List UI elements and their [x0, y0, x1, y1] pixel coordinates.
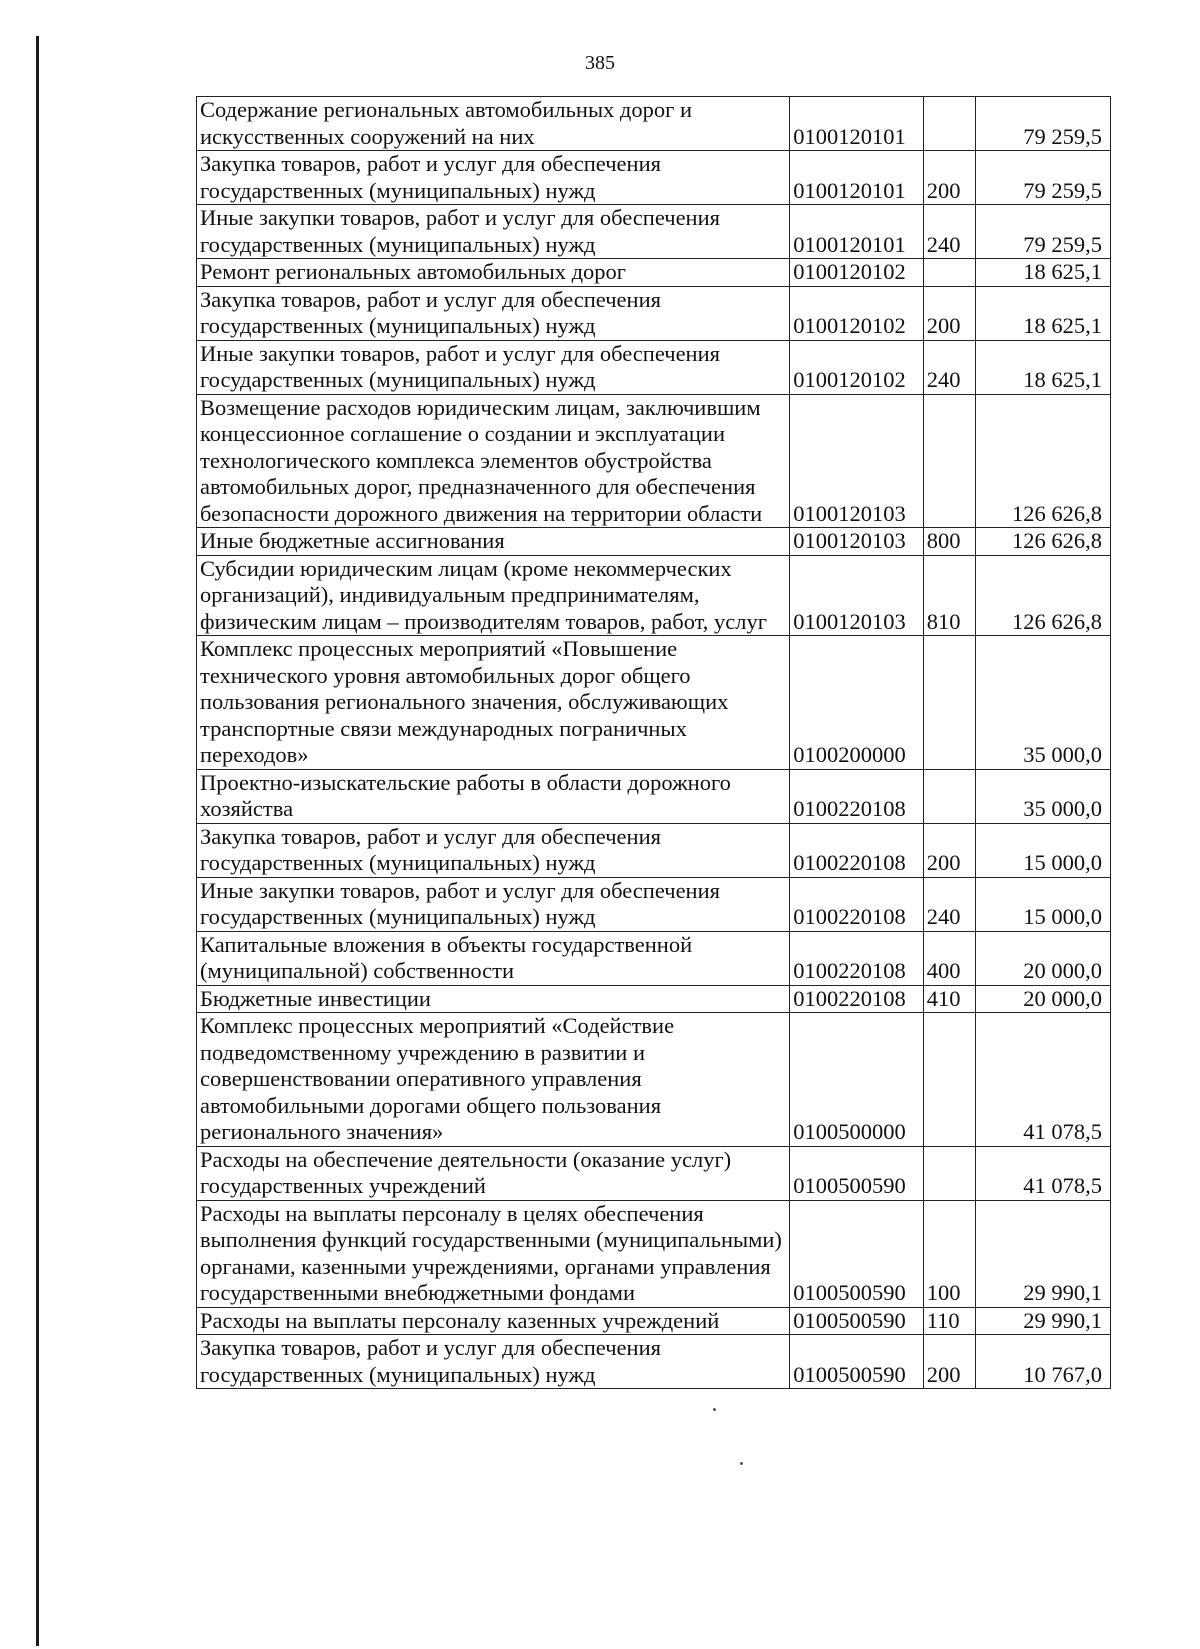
table-row: [197, 769, 1111, 823]
row-amount-cell: 79 259,5: [976, 151, 1111, 205]
binding-edge-line: [36, 36, 39, 1646]
row-name-cell: Иные бюджетные ассигнования: [197, 528, 790, 556]
row-code-cell: 0100500590: [790, 1146, 924, 1200]
row-amount-cell: 15 000,0: [976, 877, 1111, 931]
row-name-cell: Расходы на выплаты персоналу казенных учреждений: [197, 1307, 790, 1335]
row-amount-cell: 35 000,0: [976, 636, 1111, 770]
row-type-cell: [923, 636, 976, 770]
row-type-cell: 240: [923, 877, 976, 931]
row-name-cell: Иные закупки товаров, работ и услуг для обеспечения государственных (муниципальных) нужд: [197, 205, 790, 259]
row-type-cell: 410: [923, 985, 976, 1013]
row-amount-cell: 41 078,5: [976, 1146, 1111, 1200]
row-amount-cell: 79 259,5: [976, 97, 1111, 151]
row-code-cell: 0100500590: [790, 1200, 924, 1307]
row-amount-cell: 20 000,0: [976, 931, 1111, 985]
table-row: [197, 528, 1111, 556]
row-type-cell: [923, 1013, 976, 1147]
row-name-cell: Субсидии юридическим лицам (кроме некоммерческих организаций), индивидуальным предпринимателям, физическим лицам – производителям товаров, работ, услуг: [197, 555, 790, 636]
row-name-cell: Капитальные вложения в объекты государственной (муниципальной) собственности: [197, 931, 790, 985]
table-row: [197, 259, 1111, 287]
row-type-cell: 200: [923, 1335, 976, 1389]
row-code-cell: 0100220108: [790, 823, 924, 877]
row-name-cell: Возмещение расходов юридическим лицам, заключившим концессионное соглашение о создании и эксплуатации технологического комплекса элементов обустройства автомобильных дорог, предназначенного для обеспечения безопасности дорожного движения на территории области: [197, 394, 790, 528]
table-row: [197, 1200, 1111, 1307]
table-row: [197, 1335, 1111, 1389]
row-code-cell: 0100120101: [790, 205, 924, 259]
row-type-cell: [923, 97, 976, 151]
row-code-cell: 0100500000: [790, 1013, 924, 1147]
table-row: [197, 877, 1111, 931]
row-code-cell: 0100120101: [790, 97, 924, 151]
row-type-cell: 800: [923, 528, 976, 556]
row-code-cell: 0100120103: [790, 394, 924, 528]
row-amount-cell: 126 626,8: [976, 394, 1111, 528]
row-name-cell: Закупка товаров, работ и услуг для обеспечения государственных (муниципальных) нужд: [197, 823, 790, 877]
scan-speck: [713, 1408, 716, 1411]
table-row: [197, 97, 1111, 151]
table-row: [197, 555, 1111, 636]
page-number: 385: [585, 52, 615, 74]
row-type-cell: [923, 394, 976, 528]
row-name-cell: Комплекс процессных мероприятий «Повышение технического уровня автомобильных дорог общего пользования регионального значения, обслуживающих транспортные связи международных пограничных переходов»: [197, 636, 790, 770]
budget-table-body: [197, 97, 1111, 1389]
row-name-cell: Закупка товаров, работ и услуг для обеспечения государственных (муниципальных) нужд: [197, 1335, 790, 1389]
table-row: [197, 931, 1111, 985]
table-row: [197, 636, 1111, 770]
row-code-cell: 0100500590: [790, 1307, 924, 1335]
row-name-cell: Иные закупки товаров, работ и услуг для обеспечения государственных (муниципальных) нужд: [197, 877, 790, 931]
row-type-cell: 240: [923, 205, 976, 259]
row-name-cell: Расходы на обеспечение деятельности (оказание услуг) государственных учреждений: [197, 1146, 790, 1200]
table-row: [197, 823, 1111, 877]
row-amount-cell: 126 626,8: [976, 555, 1111, 636]
row-type-cell: 110: [923, 1307, 976, 1335]
row-name-cell: Расходы на выплаты персоналу в целях обеспечения выполнения функций государственными (муниципальными) органами, казенными учреждениями, органами управления государственными внебюджетными фондами: [197, 1200, 790, 1307]
row-code-cell: 0100220108: [790, 877, 924, 931]
row-amount-cell: 29 990,1: [976, 1307, 1111, 1335]
row-code-cell: 0100220108: [790, 985, 924, 1013]
row-type-cell: [923, 769, 976, 823]
table-row: [197, 985, 1111, 1013]
row-code-cell: 0100120103: [790, 528, 924, 556]
scan-speck: [740, 1462, 743, 1465]
row-code-cell: 0100120102: [790, 259, 924, 287]
row-amount-cell: 18 625,1: [976, 259, 1111, 287]
table-row: [197, 205, 1111, 259]
row-code-cell: 0100120102: [790, 340, 924, 394]
row-amount-cell: 29 990,1: [976, 1200, 1111, 1307]
row-amount-cell: 41 078,5: [976, 1013, 1111, 1147]
row-type-cell: 200: [923, 151, 976, 205]
table-row: [197, 151, 1111, 205]
table-row: [197, 340, 1111, 394]
row-name-cell: Закупка товаров, работ и услуг для обеспечения государственных (муниципальных) нужд: [197, 151, 790, 205]
row-name-cell: Ремонт региональных автомобильных дорог: [197, 259, 790, 287]
row-code-cell: 0100220108: [790, 769, 924, 823]
row-code-cell: 0100120101: [790, 151, 924, 205]
row-name-cell: Комплекс процессных мероприятий «Содействие подведомственному учреждению в развитии и совершенствовании оперативного управления автомобильными дорогами общего пользования регионального значения»: [197, 1013, 790, 1147]
row-code-cell: 0100200000: [790, 636, 924, 770]
table-row: [197, 394, 1111, 528]
table-row: [197, 286, 1111, 340]
row-amount-cell: 35 000,0: [976, 769, 1111, 823]
row-type-cell: 200: [923, 286, 976, 340]
table-row: [197, 1146, 1111, 1200]
row-name-cell: Закупка товаров, работ и услуг для обеспечения государственных (муниципальных) нужд: [197, 286, 790, 340]
row-amount-cell: 79 259,5: [976, 205, 1111, 259]
row-amount-cell: 10 767,0: [976, 1335, 1111, 1389]
row-amount-cell: 18 625,1: [976, 286, 1111, 340]
row-code-cell: 0100120103: [790, 555, 924, 636]
row-name-cell: Проектно-изыскательские работы в области дорожного хозяйства: [197, 769, 790, 823]
row-amount-cell: 15 000,0: [976, 823, 1111, 877]
row-type-cell: 100: [923, 1200, 976, 1307]
row-name-cell: Содержание региональных автомобильных дорог и искусственных сооружений на них: [197, 97, 790, 151]
row-type-cell: 240: [923, 340, 976, 394]
row-code-cell: 0100500590: [790, 1335, 924, 1389]
row-type-cell: 400: [923, 931, 976, 985]
row-code-cell: 0100220108: [790, 931, 924, 985]
table-row: [197, 1307, 1111, 1335]
row-type-cell: [923, 259, 976, 287]
budget-table: [196, 96, 1111, 1389]
row-code-cell: 0100120102: [790, 286, 924, 340]
row-amount-cell: 126 626,8: [976, 528, 1111, 556]
row-type-cell: 200: [923, 823, 976, 877]
row-amount-cell: 20 000,0: [976, 985, 1111, 1013]
row-type-cell: 810: [923, 555, 976, 636]
row-amount-cell: 18 625,1: [976, 340, 1111, 394]
row-name-cell: Иные закупки товаров, работ и услуг для обеспечения государственных (муниципальных) нужд: [197, 340, 790, 394]
table-row: [197, 1013, 1111, 1147]
row-type-cell: [923, 1146, 976, 1200]
row-name-cell: Бюджетные инвестиции: [197, 985, 790, 1013]
